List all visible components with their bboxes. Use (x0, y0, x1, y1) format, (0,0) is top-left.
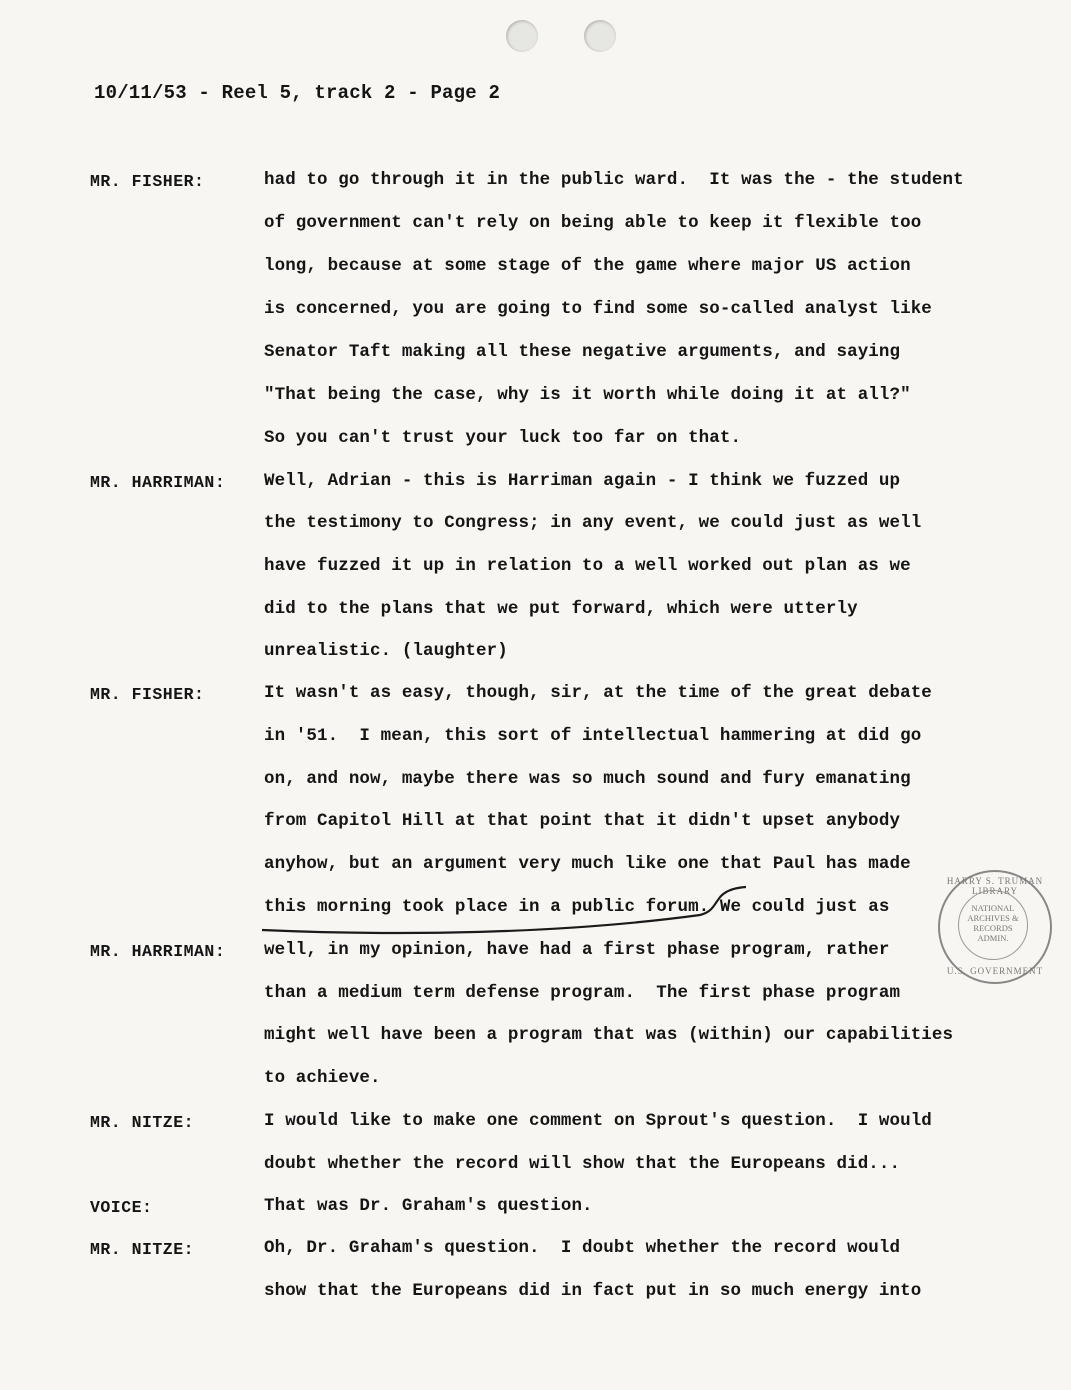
transcript-line: is concerned, you are going to find some so-called analyst like (264, 299, 932, 319)
transcript-line: the testimony to Congress; in any event, we could just as well (264, 513, 922, 533)
transcript-line: It wasn't as easy, though, sir, at the time of the great debate (264, 683, 932, 703)
stamp-line: NATIONAL (971, 903, 1015, 913)
transcript-line: Senator Taft making all these negative arguments, and saying (264, 342, 901, 362)
stamp-top-text: HARRY S. TRUMAN LIBRARY (946, 876, 1044, 896)
transcript-line: on, and now, maybe there was so much sound and fury emanating (264, 769, 911, 789)
speaker-label: MR. NITZE: (90, 1240, 195, 1259)
speaker-label: MR. FISHER: (90, 172, 205, 191)
transcript-line: unrealistic. (laughter) (264, 641, 508, 661)
transcript-line: So you can't trust your luck too far on that. (264, 428, 742, 448)
transcript-line: Oh, Dr. Graham's question. I doubt whether the record would (264, 1238, 901, 1258)
transcript-line: than a medium term defense program. The first phase program (264, 983, 901, 1003)
speaker-label: VOICE: (90, 1198, 153, 1217)
transcript-line: doubt whether the record will show that the Europeans did... (264, 1154, 901, 1174)
transcript-line: That was Dr. Graham's question. (264, 1196, 593, 1216)
stamp-bottom-text: U.S. GOVERNMENT (946, 966, 1044, 976)
archive-stamp (938, 870, 1052, 984)
transcript-line: of government can't rely on being able to keep it flexible too (264, 213, 922, 233)
stamp-line: ARCHIVES & (967, 913, 1019, 923)
stamp-center (958, 890, 1028, 960)
speaker-label: MR. HARRIMAN: (90, 473, 226, 492)
transcript-line: did to the plans that we put forward, which were utterly (264, 599, 858, 619)
stamp-line: RECORDS (973, 923, 1013, 933)
transcript-line: well, in my opinion, have had a first phase program, rather (264, 940, 890, 960)
transcript-line: had to go through it in the public ward. It was the - the student (264, 170, 964, 190)
transcript-line: have fuzzed it up in relation to a well worked out plan as we (264, 556, 911, 576)
transcript-line: long, because at some stage of the game where major US action (264, 256, 911, 276)
transcript-line: Well, Adrian - this is Harriman again - I think we fuzzed up (264, 471, 901, 491)
transcript-line: in '51. I mean, this sort of intellectual hammering at did go (264, 726, 922, 746)
transcript-line: "That being the case, why is it worth while doing it at all?" (264, 385, 911, 405)
transcript-line: show that the Europeans did in fact put in so much energy into (264, 1281, 922, 1301)
transcript-line: this morning took place in a public forum. We could just as (264, 897, 890, 917)
transcript-line: from Capitol Hill at that point that it didn't upset anybody (264, 811, 901, 831)
transcript-line: I would like to make one comment on Sprout's question. I would (264, 1111, 932, 1131)
speaker-label: MR. HARRIMAN: (90, 942, 226, 961)
transcript-line: might well have been a program that was (within) our capabilities (264, 1025, 954, 1045)
page-header: 10/11/53 - Reel 5, track 2 - Page 2 (94, 82, 501, 104)
transcript-line: anyhow, but an argument very much like one that Paul has made (264, 854, 911, 874)
transcript-line: to achieve. (264, 1068, 381, 1088)
speaker-label: MR. NITZE: (90, 1113, 195, 1132)
stamp-line: ADMIN. (977, 933, 1009, 943)
speaker-label: MR. FISHER: (90, 685, 205, 704)
